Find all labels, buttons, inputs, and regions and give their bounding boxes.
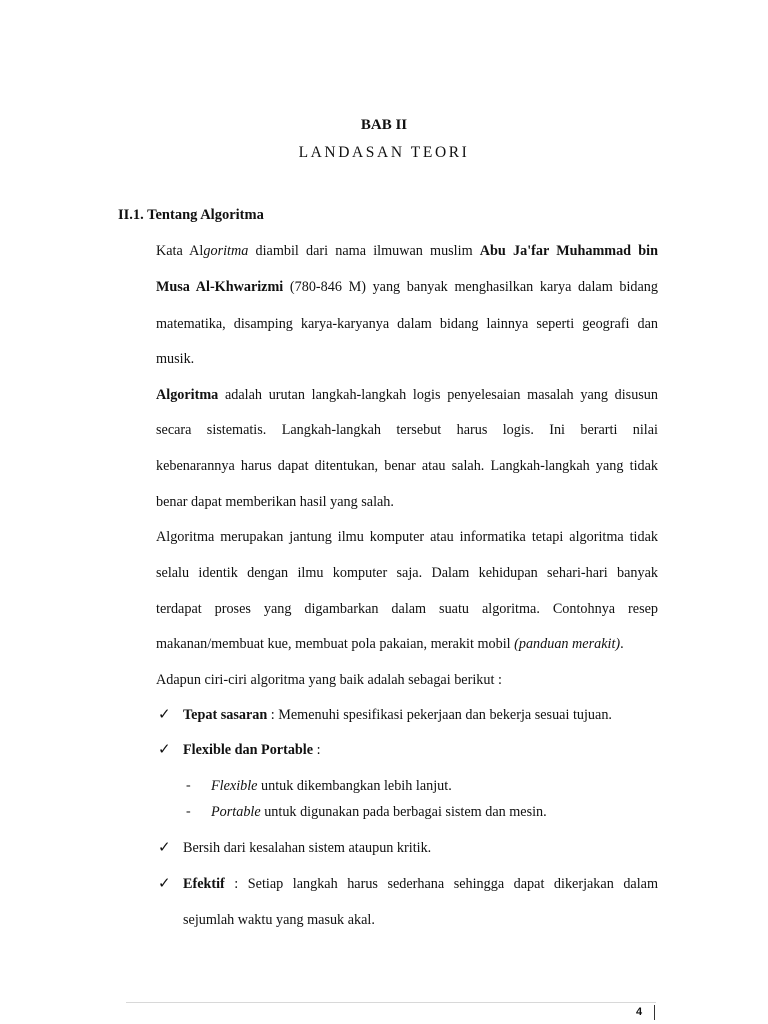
paragraph-3-line-1: Algoritma merupakan jantung ilmu komputer atau informatika tetapi algoritma tidak xyxy=(156,529,658,545)
paragraph-3-line-4: makanan/membuat kue, membuat pola pakaian, merakit mobil (panduan merakit). xyxy=(156,636,624,652)
paragraph-4-line-1: Adapun ciri-ciri algoritma yang baik adalah sebagai berikut : xyxy=(156,672,502,688)
chapter-title: LANDASAN TEORI xyxy=(298,144,470,161)
paragraph-2-line-2: secara sistematis. Langkah-langkah tersebut harus logis. Ini berarti nilai xyxy=(156,422,658,438)
bullet-item-bersih: Bersih dari kesalahan sistem ataupun kritik. xyxy=(183,840,432,856)
paragraph-1-line-2: Musa Al-Khwarizmi (780-846 M) yang banyak menghasilkan karya dalam bidang xyxy=(156,279,658,295)
page-number: 4 xyxy=(636,1006,643,1018)
checkmark-icon: ✓ xyxy=(158,840,171,856)
sub-item-flexible: Flexible untuk dikembangkan lebih lanjut. xyxy=(211,778,452,794)
section-heading: II.1. Tentang Algoritma xyxy=(118,207,264,223)
chapter-number: BAB II xyxy=(360,117,408,133)
dash-marker: - xyxy=(186,778,191,793)
page-number-separator xyxy=(654,1005,655,1020)
footer-divider xyxy=(126,1002,656,1003)
bullet-item-flexible-portable: Flexible dan Portable : xyxy=(183,742,321,758)
paragraph-1-line-1: Kata Algoritma diambil dari nama ilmuwan muslim Abu Ja'far Muhammad bin xyxy=(156,243,658,259)
bullet-item-efektif-line-2: sejumlah waktu yang masuk akal. xyxy=(183,912,375,928)
paragraph-3-line-2: selalu identik dengan ilmu komputer saja. Dalam kehidupan sehari-hari banyak xyxy=(156,565,658,581)
bullet-item-tepat-sasaran: Tepat sasaran : Memenuhi spesifikasi pekerjaan dan bekerja sesuai tujuan. xyxy=(183,707,612,723)
paragraph-3-line-3: terdapat proses yang digambarkan dalam suatu algoritma. Contohnya resep xyxy=(156,601,658,617)
paragraph-2-line-4: benar dapat memberikan hasil yang salah. xyxy=(156,494,394,510)
checkmark-icon: ✓ xyxy=(158,876,171,892)
dash-marker: - xyxy=(186,804,191,819)
bullet-item-efektif: Efektif : Setiap langkah harus sederhana sehingga dapat dikerjakan dalam xyxy=(183,876,658,892)
paragraph-2-line-3: kebenarannya harus dapat ditentukan, benar atau salah. Langkah-langkah yang tidak xyxy=(156,458,658,474)
checkmark-icon: ✓ xyxy=(158,707,171,723)
checkmark-icon: ✓ xyxy=(158,742,171,758)
sub-item-portable: Portable untuk digunakan pada berbagai sistem dan mesin. xyxy=(211,804,547,820)
paragraph-1-line-3: matematika, disamping karya-karyanya dalam bidang lainnya seperti geografi dan xyxy=(156,316,658,332)
paragraph-1-line-4: musik. xyxy=(156,351,195,367)
paragraph-2-line-1: Algoritma adalah urutan langkah-langkah logis penyelesaian masalah yang disusun xyxy=(156,387,658,403)
